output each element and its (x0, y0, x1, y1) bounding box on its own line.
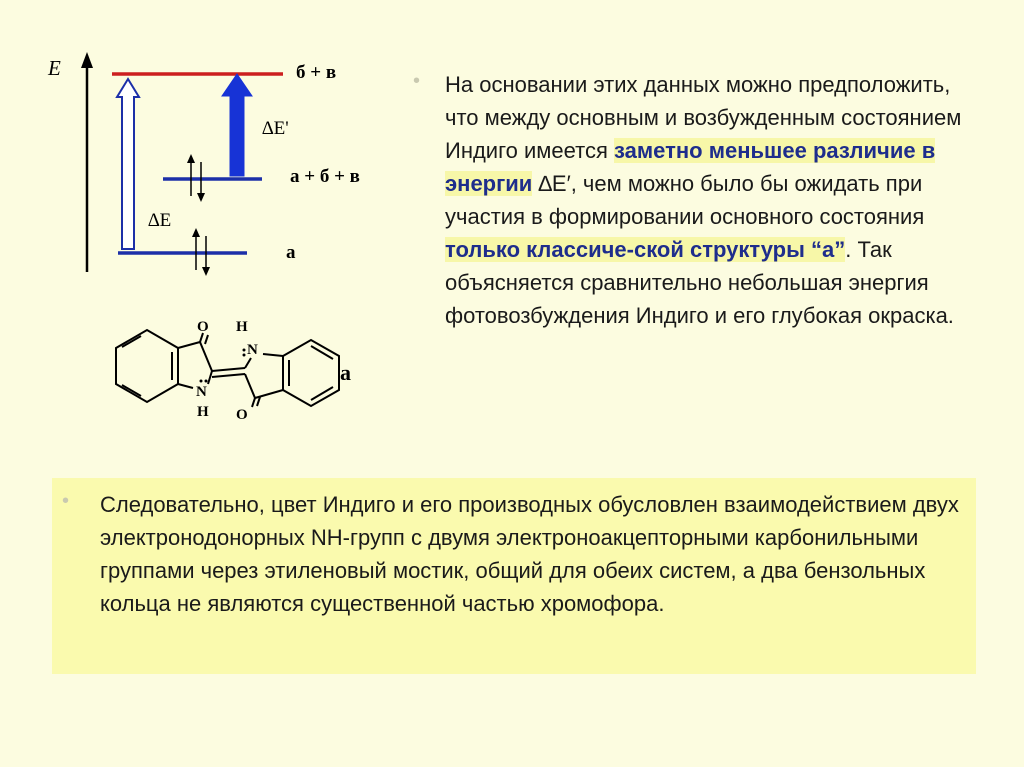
indigo-structure (116, 330, 339, 407)
paragraph-part1: На основании этих данных можно предположить, что между основным и возбужденным состоянием Индиго имеется (445, 72, 962, 163)
energy-axis-arrowhead (81, 52, 93, 68)
atom-n-top: N (247, 342, 258, 358)
left-benzene-ring (116, 330, 178, 402)
paragraph-highlight1: заметно меньшее различие в энергии (445, 138, 936, 196)
atom-o-bottom: O (236, 407, 248, 423)
paragraph-highlight2: только классиче-ской структуры “а” (445, 237, 846, 262)
paragraph-part3: . Так объясняется сравнительно небольшая энергия фотовозбуждения Индиго и его глубокая окраска. (445, 237, 954, 328)
level-label-b-plus-v: б + в (296, 62, 337, 83)
explanation-paragraph (445, 68, 985, 332)
paragraph-part2: ∆E′, чем можно было бы ожидать при участия в формировании основного состояния (445, 171, 925, 229)
delta-e-arrow (117, 79, 139, 249)
conclusion-text: Следовательно, цвет Индиго и его производных обусловлен взаимодействием двух электронодонорных NH-групп с двумя электроноакцепторными карбонильными группами через этиленовый мостик, общий для обеих систем, а два бензольных кольца не являются существенной частью хромофора. (100, 492, 959, 616)
bullet-dot: • (62, 490, 70, 512)
delta-e-prime-arrow (222, 74, 252, 176)
delta-e-label: ∆E (148, 210, 172, 231)
atom-n-bottom: N (196, 384, 207, 400)
level-label-a: а (286, 242, 296, 263)
atom-h-bottom: H (197, 404, 209, 420)
delta-e-prime-label: ∆E' (262, 118, 289, 139)
bullet-dot: • (413, 70, 421, 92)
atom-h-top: H (236, 319, 248, 335)
energy-axis-label: E (48, 56, 61, 80)
lone-pair-dots (200, 349, 246, 383)
atom-o-top: O (197, 319, 209, 335)
molecule-label: а (340, 360, 351, 385)
right-benzene-ring (283, 340, 339, 406)
level-label-a-plus-b-plus-v: а + б + в (290, 166, 360, 187)
